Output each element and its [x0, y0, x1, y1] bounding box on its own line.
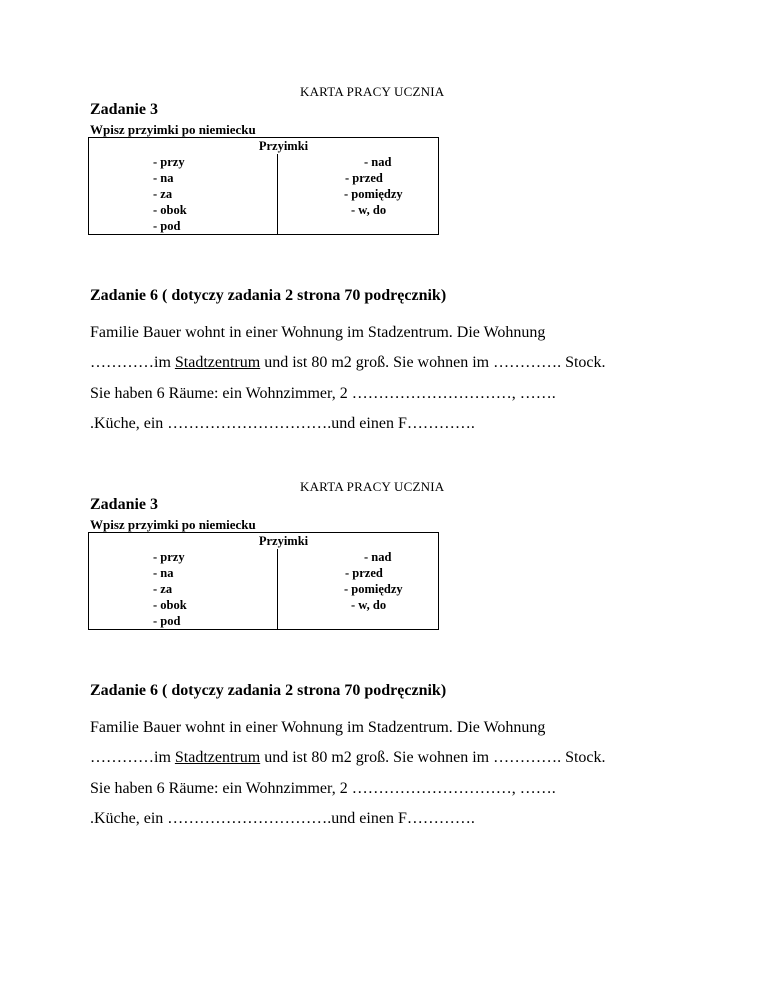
table-header: Przyimki — [89, 138, 439, 155]
table-row — [89, 549, 439, 565]
table-cell — [278, 613, 439, 630]
table-cell: - obok — [89, 202, 278, 218]
table-row — [89, 154, 439, 170]
task-3-title: Zadanie 3 — [90, 101, 159, 118]
table-cell: - pomiędzy — [278, 581, 439, 597]
task-3-instruction: Wpisz przyimki po niemiecku — [90, 122, 256, 137]
worksheet-header: KARTA PRACY UCZNIA — [300, 84, 445, 99]
prepositions-table — [88, 137, 439, 235]
table-row — [89, 186, 439, 202]
table-cell: - nad — [278, 154, 439, 170]
table-cell: - w, do — [278, 202, 439, 218]
worksheet-header: KARTA PRACY UCZNIA — [300, 479, 445, 494]
table-cell: - przy — [89, 549, 278, 565]
underlined-word: Stadtzentrum — [174, 354, 261, 371]
table-cell — [278, 218, 439, 235]
table-row — [89, 565, 439, 581]
underlined-word: Stadtzentrum — [174, 749, 261, 766]
table-cell: - obok — [89, 597, 278, 613]
table-cell: - za — [89, 186, 278, 202]
table-row — [89, 613, 439, 630]
text-fragment: …………im — [90, 354, 175, 371]
table-row — [89, 597, 439, 613]
table-cell: - nad — [278, 549, 439, 565]
table-cell: - pod — [89, 218, 278, 235]
table-cell: - pomiędzy — [278, 186, 439, 202]
table-cell: - na — [89, 565, 278, 581]
prepositions-table — [88, 532, 439, 630]
table-row — [89, 581, 439, 597]
text-line: Familie Bauer wohnt in einer Wohnung im Stadzentrum. Die Wohnung — [90, 324, 546, 341]
table-cell: - za — [89, 581, 278, 597]
text-line: Sie haben 6 Räume: ein Wohnzimmer, 2 …………………………, ……. — [90, 385, 556, 402]
table-cell: - na — [89, 170, 278, 186]
text-line: .Küche, ein ………………………….und einen F…………. — [90, 810, 475, 827]
table-cell: - pod — [89, 613, 278, 630]
task-3-instruction: Wpisz przyimki po niemiecku — [90, 517, 256, 532]
text-line — [90, 744, 606, 772]
text-fragment: und ist 80 m2 groß. Sie wohnen im …………. Stock. — [260, 749, 606, 766]
table-row — [89, 218, 439, 235]
table-cell: - przy — [89, 154, 278, 170]
text-line: Sie haben 6 Räume: ein Wohnzimmer, 2 …………………………, ……. — [90, 780, 556, 797]
table-cell: - przed — [278, 170, 439, 186]
task-6-title: Zadanie 6 ( dotyczy zadania 2 strona 70 podręcznik) — [90, 287, 447, 304]
task-3-title: Zadanie 3 — [90, 496, 159, 513]
text-line: Familie Bauer wohnt in einer Wohnung im Stadzentrum. Die Wohnung — [90, 719, 546, 736]
task-6-title: Zadanie 6 ( dotyczy zadania 2 strona 70 podręcznik) — [90, 682, 447, 699]
text-line: .Küche, ein ………………………….und einen F…………. — [90, 415, 475, 432]
table-cell: - przed — [278, 565, 439, 581]
text-fragment: …………im — [90, 749, 175, 766]
text-fragment: und ist 80 m2 groß. Sie wohnen im …………. Stock. — [260, 354, 606, 371]
table-row — [89, 202, 439, 218]
table-header: Przyimki — [89, 533, 439, 550]
table-row — [89, 170, 439, 186]
table-cell: - w, do — [278, 597, 439, 613]
text-line — [90, 349, 606, 377]
